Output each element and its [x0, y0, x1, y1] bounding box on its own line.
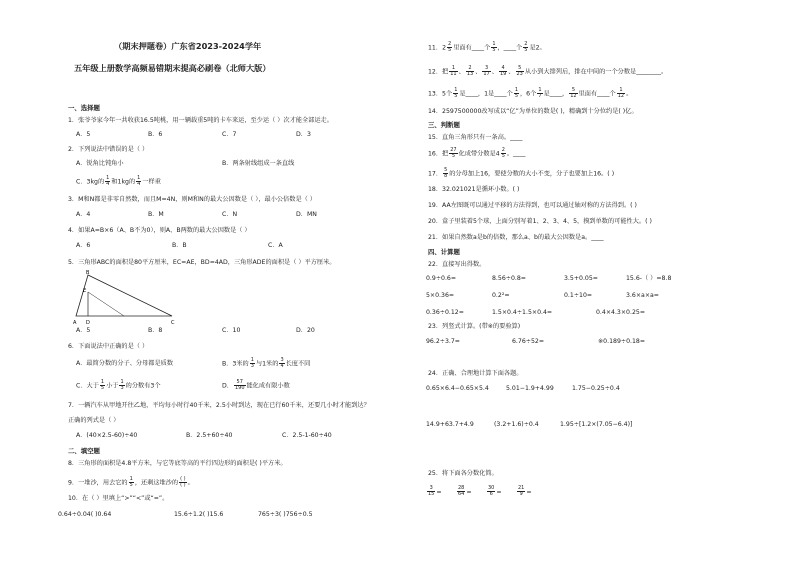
q7-option-c: C．2.5-1-60÷40 — [282, 432, 332, 439]
section-heading-calc: 四、计算题 — [428, 248, 460, 256]
question-7-line-1: 7．一辆汽车从甲地开往乙地，平均每小时行40千米，2.5小时到达，现在已行60千米，还要几小时才能到达？ — [68, 402, 370, 409]
q6-option-d: D． $\frac{57}{190}$ 能化成有限小数 — [222, 379, 290, 391]
label-a: A — [73, 320, 77, 326]
q22-r1-c2: 8.56÷0.8= — [492, 275, 526, 282]
question-12: 12．把 $\frac{1}{11}$ 、 $\frac{2}{13}$ 、 $\frac{3}{17}$ 、 $\frac{4}{19}$ 、 $\frac{5}{23}$ 从小到大排列后，排在中间的一个分数是________。 — [428, 65, 668, 77]
q22-r2-c3: 0.1÷10= — [564, 292, 593, 299]
q25-item-3: $\frac{30}{6}$ = — [488, 485, 502, 497]
question-11: 11．2 $\frac{2}{5}$ 里面有____个 $\frac{1}{5}$ ，____个 $\frac{2}{5}$ 是2。 — [428, 41, 546, 53]
q2-option-a: A．锐角比钝角小 — [76, 160, 124, 167]
q3-option-d: D．MN — [296, 211, 317, 218]
title-line-2: 五年级上册数学高频易错期末提高必刷卷（北师大版） — [74, 63, 271, 73]
q24-r1-c3: 1.75−0.25÷0.4 — [572, 385, 620, 392]
label-b: B — [86, 270, 90, 276]
question-22: 22．直接写出得数。 — [428, 261, 486, 268]
q2-option-b: B．两条射线组成一条直线 — [222, 160, 295, 167]
label-d: D — [86, 320, 90, 326]
q3-option-a: A．4 — [76, 211, 91, 218]
q4-option-c: C．A — [268, 242, 283, 249]
q24-r2-c3: 1.95÷[1.2×(7.05−6.4)] — [560, 421, 633, 428]
question-23: 23．列竖式计算。(带※的要验算) — [428, 323, 521, 330]
q7-option-b: B．2.5+60÷40 — [186, 432, 233, 439]
q6-option-c: C．大于 $\frac{1}{5}$ 小于 $\frac{1}{3}$ 的分数有3个 — [76, 379, 161, 391]
q2-option-c: C．3kg的 $\frac{1}{4}$ 和1kg的 $\frac{1}{4}$ 一样重 — [76, 175, 161, 187]
question-3: 3．M和N都是非零自然数，而且M=4N，则M和N的最大公因数是（ ），最小公倍数是（ ） — [68, 196, 316, 203]
section-heading-fill: 二、填空题 — [68, 447, 100, 455]
q5-option-c: C．10 — [222, 327, 241, 334]
q23-item-2: 6.76÷52= — [512, 338, 545, 345]
fraction: $\frac{1}{4}$ — [106, 175, 110, 187]
q22-r1-c3: 3.5+0.05= — [564, 275, 598, 282]
q22-r1-c4: 15.6-（ ）=8.8 — [626, 275, 672, 282]
q24-r1-c2: 5.01−1.9+4.99 — [506, 385, 554, 392]
q6-option-a: A．最简分数的分子、分母都是质数 — [76, 360, 174, 367]
section-heading-choice: 一、选择题 — [68, 104, 100, 112]
fraction: $\frac{1}{4}$ — [137, 175, 141, 187]
q10-item-3: 765÷3( )756÷0.5 — [258, 511, 313, 518]
question-14: 14．2597500000改写成以“亿”为单位的数是( )，精确到十分位约是( )亿。 — [428, 108, 638, 115]
question-25: 25．将下面各分数化简。 — [428, 470, 498, 477]
q22-r3-c3: 0.4×4.3×0.25= — [596, 309, 646, 316]
q10-item-1: 0.64÷0.04( )0.64 — [58, 511, 112, 518]
question-4: 4．如果A=B×6（A、B不为0），则A、B两数的最大公因数是（ ） — [68, 227, 251, 234]
q3-option-c: C．N — [222, 211, 238, 218]
q25-item-4: $\frac{21}{9}$ = — [518, 485, 532, 497]
question-21: 21．如果自然数a是b的倍数，那么a、b的最大公因数是a。____ — [428, 234, 604, 241]
q1-option-c: C．7 — [222, 131, 237, 138]
q1-option-a: A．5 — [76, 131, 91, 138]
q22-r3-c2: 1.5×0.4÷1.5×0.4= — [492, 309, 553, 316]
q25-item-2: $\frac{28}{64}$ = — [458, 485, 472, 497]
question-5: 5．三角形ABC的面积是80平方厘米，EC=AE，BD=4AD，三角形ADE的面积是（ ）平方厘米。 — [68, 259, 336, 266]
question-7-line-2: 正确的列式是（ ） — [68, 417, 120, 424]
q5-option-b: B．8 — [148, 327, 163, 334]
q10-item-2: 15.6÷1.2( )15.6 — [174, 511, 224, 518]
q5-option-d: D．20 — [296, 327, 315, 334]
section-heading-judge: 三、判断题 — [428, 121, 460, 129]
q1-option-d: D．3 — [296, 131, 311, 138]
title-line-1: （期末押题卷）广东省2023-2024学年 — [114, 41, 262, 51]
label-e: E — [83, 288, 87, 294]
q4-option-a: A．6 — [76, 242, 91, 249]
question-8: 8．三角形的面积是4.8平方米，与它等底等高的平行四边形的面积是( )平方米。 — [68, 460, 287, 467]
question-19: 19．AA左图既可以通过平移的方法得到，也可以通过轴对称的方法得到。( ) — [428, 202, 637, 209]
q23-item-3: ※0.189÷0.18= — [598, 338, 646, 345]
q22-r1-c1: 0.9÷0.6= — [426, 275, 457, 282]
question-9: 9．一堆沙，用去它的 $\frac{1}{5}$ ，还剩这堆沙的 ( ) ( ) 。 — [68, 476, 194, 488]
q5-option-a: A．5 — [76, 327, 91, 334]
q4-option-b: B．B — [172, 242, 187, 249]
q22-r2-c1: 5×0.36= — [426, 292, 455, 299]
question-15: 15．直角三角形只有一条高。____ — [428, 134, 523, 141]
triangle-figure — [72, 270, 182, 326]
q22-r3-c1: 0.36÷0.12= — [426, 309, 464, 316]
q6-option-b: B．3米的 $\frac{1}{3}$ 与1米的 $\frac{3}{4}$ 长度不同 — [222, 357, 311, 369]
question-2: 2．下列说法中错误的是（ ） — [68, 146, 149, 153]
question-13: 13．5个 $\frac{1}{5}$ 是____，1是____个 $\frac{1}{5}$ ，6个 $\frac{1}{7}$ 是____， $\frac{5}{12}$ 里面有____个 $\frac{1}{12}$ 。 — [428, 87, 633, 99]
question-20: 20．盒子里装着5个球，上面分别写着1、2、3、4、5，摸到单数的可能性大。( ) — [428, 218, 652, 225]
question-16: 16．把 $\frac{27}{5}$ 化成带分数是4 $\frac{2}{5}$ 。____ — [428, 147, 526, 159]
question-18: 18．32.021021是循环小数。( ) — [428, 186, 520, 193]
q7-option-a: A．(40×2.5-60)÷40 — [76, 432, 138, 439]
label-c: C — [171, 320, 175, 326]
q22-r2-c4: 3.6×a×a= — [626, 292, 659, 299]
q22-r2-c2: 0.2²= — [492, 292, 510, 299]
question-17: 17． $\frac{5}{8}$ 的分母加上16，要使分数的大小不变，分子也要加上16。( ) — [428, 167, 615, 179]
q24-r1-c1: 0.65×6.4−0.65×5.4 — [426, 385, 489, 392]
question-1: 1．张爷爷家今年一共收获16.5吨桃，用一辆载重5吨的卡车来运，至少运（ ）次才能全部运走。 — [68, 117, 333, 124]
question-10: 10．在（ ）里填上“>”“<”或“=”。 — [68, 495, 169, 502]
q1-option-b: B．6 — [148, 131, 163, 138]
q24-r2-c2: (3.2+1.6)÷0.4 — [494, 421, 539, 428]
question-24: 24．正确、合理地计算下面各题。 — [428, 370, 523, 377]
q25-item-1: $\frac{3}{15}$ = — [428, 485, 442, 497]
q23-item-1: 96.2÷3.7= — [426, 338, 460, 345]
q3-option-b: B．M — [148, 211, 164, 218]
q24-r2-c1: 14.9+63.7+4.9 — [426, 421, 474, 428]
question-6: 6．下面说法中正确的是（ ） — [68, 343, 149, 350]
